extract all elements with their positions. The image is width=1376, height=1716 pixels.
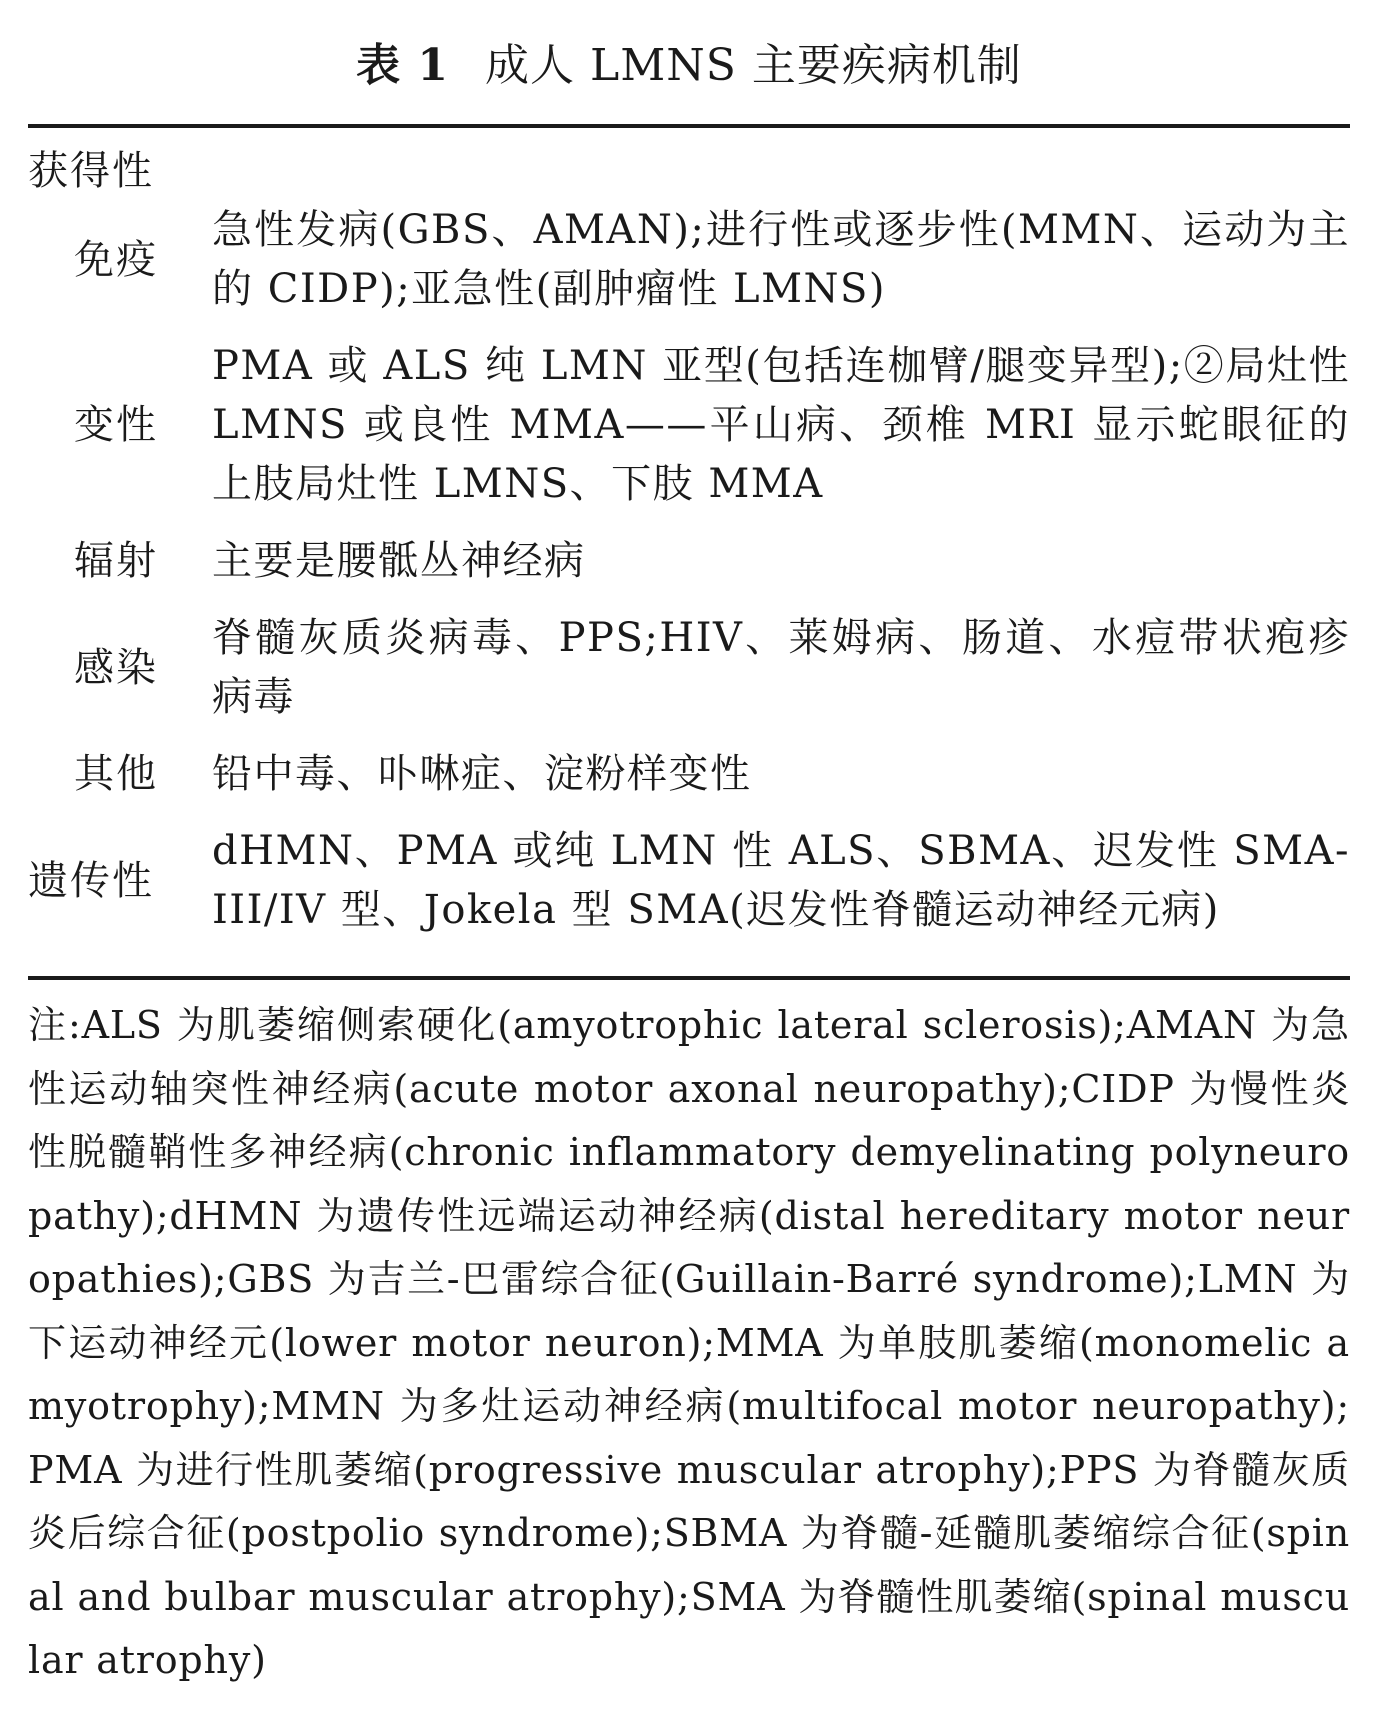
row-category: 其他 <box>74 751 158 797</box>
table-row <box>28 745 1350 804</box>
table-title <box>28 0 1350 112</box>
table-row <box>28 201 1350 319</box>
row-description: 脊髓灰质炎病毒、PPS;HIV、莱姆病、肠道、水痘带状疱疹病毒 <box>212 615 1350 720</box>
table-footnote: 注:ALS 为肌萎缩侧索硬化(amyotrophic lateral sclerosis);AMAN 为急性运动轴突性神经病(acute motor axonal neuropathy);CIDP 为慢性炎性脱髓鞘性多神经病(chronic inflammatory demyelinating polyneuropathy);dHMN 为遗传性远端运动神经病(distal hereditary motor neuropathies);GBS 为吉兰-巴雷综合征(Guillain-Barré syndrome);LMN 为下运动神经元(lower motor neuron);MMA 为单肢肌萎缩(monomelic amyotrophy);MMN 为多灶运动神经病(multifocal motor neuropathy);PMA 为进行性肌萎缩(progressive muscular atrophy);PPS 为脊髓灰质炎后综合征(postpolio syndrome);SBMA 为脊髓-延髓肌萎缩综合征(spinal and bulbar muscular atrophy);SMA 为脊髓性肌萎缩(spinal muscular atrophy) <box>28 1003 1350 1682</box>
row-description: 急性发病(GBS、AMAN);进行性或逐步性(MMN、运动为主的 CIDP);亚急性(副肿瘤性 LMNS) <box>212 207 1350 312</box>
row-category: 免疫 <box>74 236 158 283</box>
table-row <box>28 337 1350 514</box>
table-row <box>28 609 1350 727</box>
table-page <box>28 0 1350 1693</box>
row-category: 辐射 <box>74 538 158 584</box>
row-description: 主要是腰骶丛神经病 <box>212 538 586 584</box>
table-caption: 成人 LMNS 主要疾病机制 <box>485 40 1022 91</box>
group-acquired-label: 获得性 <box>28 148 154 194</box>
mechanism-table <box>28 128 1350 976</box>
row-category: 变性 <box>74 402 158 448</box>
table-number: 表 1 <box>356 40 450 91</box>
row-category: 遗传性 <box>28 857 154 904</box>
row-description: dHMN、PMA 或纯 LMN 性 ALS、SBMA、迟发性 SMA-III/IV 型、Jokela 型 SMA(迟发性脊髓运动神经元病) <box>212 828 1350 933</box>
table-row <box>28 532 1350 591</box>
row-category: 感染 <box>74 644 158 691</box>
row-description: 铅中毒、卟啉症、淀粉样变性 <box>212 751 752 797</box>
table-row-hereditary <box>28 822 1350 940</box>
row-description: PMA 或 ALS 纯 LMN 亚型(包括连枷臂/腿变异型);②局灶性 LMNS 或良性 MMA——平山病、颈椎 MRI 显示蛇眼征的上肢局灶性 LMNS、下肢 MMA <box>212 343 1350 507</box>
